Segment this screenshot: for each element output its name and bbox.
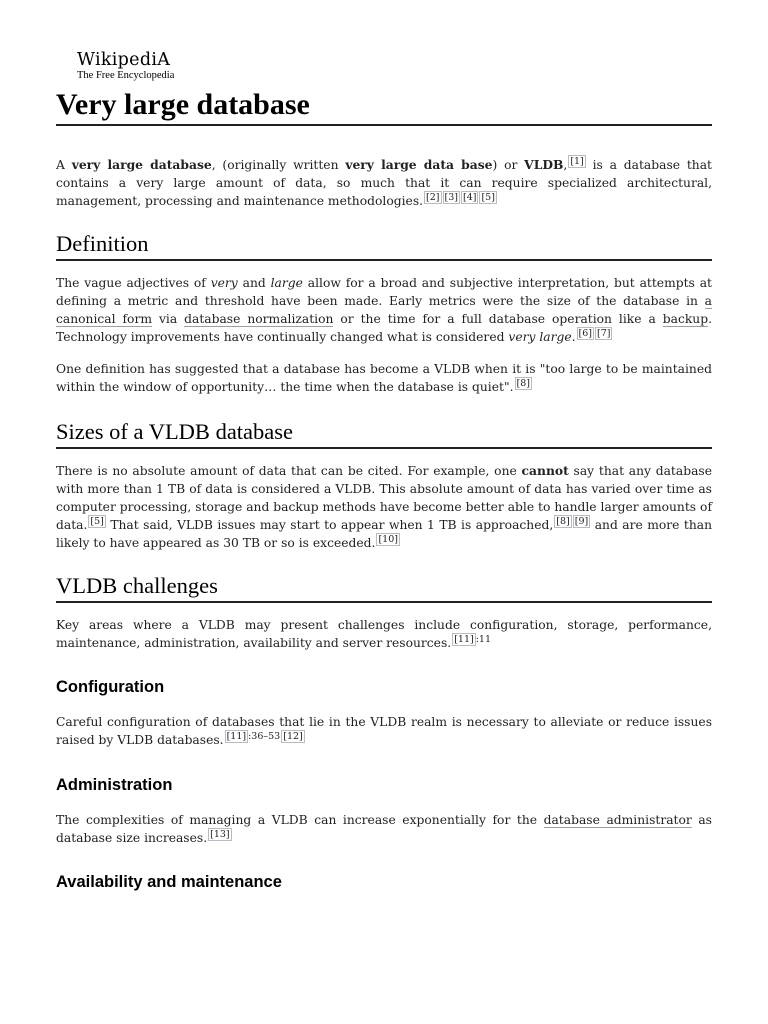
challenges-paragraph: Key areas where a VLDB may present challenges include configuration, storage, performance, maintenance, administration, availability and server resources. [11] $^{:11}$ [56,618,712,650]
logo-wordmark: WikipediA [77,50,171,70]
administration-paragraph: The complexities of managing a VLDB can increase exponentially for the database administrator as database size increases. [13] [56,813,712,845]
link-database-administrator[interactable]: database administrator [543,813,692,827]
citation-link[interactable]: [5] [481,192,495,203]
subsection-heading-configuration: Configuration [56,678,165,696]
citation-page: :36–53 [248,731,281,742]
link-canonical-form[interactable]: a canonical form [56,294,712,326]
definition-paragraph-1: The vague adjectives of very and large allow for a broad and subjective interpretation, but attempts at defining a metric and threshold have been made. Early metrics were the size of the database in a canonical form via database normalization or the time for a full database operation like a backup. Technology improvements have continually changed what is considered very large. [6] [7] [56,276,713,344]
citation-link[interactable]: [8] [556,516,570,527]
definition-paragraph-2: One definition has suggested that a database has become a VLDB when it is "too large to be maintained within the window of opportunity… the time when the database is quiet". [8] [56,362,712,394]
section-heading-definition: Definition [56,230,712,261]
citation-link[interactable]: [11] [454,634,474,645]
citation-link[interactable]: [5] [90,516,104,527]
article [56,50,712,893]
citation-page: :11 [475,634,491,645]
intro-paragraph: A very large database, (originally written very large data base) or VLDB, [1] is a database that contains a very large amount of data, so much that it can require specialized architectural, management, processing and maintenance methodologies. [2] [3] [4] [5] [56,156,712,208]
citation-link[interactable]: [6] [578,328,593,339]
wikipedia-logo[interactable] [77,50,712,88]
citation-link[interactable]: [7] [597,328,611,339]
subsection-heading-availability: Availability and maintenance [56,873,282,891]
citation-link[interactable]: [4] [462,192,477,203]
page-title: Very large database [56,88,712,126]
link-backup[interactable]: backup [662,312,709,326]
citation-link[interactable]: [1] [570,156,584,167]
section-heading-challenges: VLDB challenges [56,572,712,603]
section-heading-sizes: Sizes of a VLDB database [56,418,712,449]
citation-link[interactable]: [13] [210,829,230,840]
citation-link[interactable]: [10] [378,534,398,545]
subsection-heading-administration: Administration [56,776,173,794]
citation-link[interactable]: [8] [516,378,530,389]
sizes-paragraph: There is no absolute amount of data that can be cited. For example, one cannot say that any database with more than 1 TB of data is considered a VLDB. This absolute amount of data has varied over time as computer processing, storage and backup methods have become better able to handle larger amounts of data. [5] That said, VLDB issues may start to appear when 1 TB is approached, [8] [9] and are more than likely to have appeared as 30 TB or so is exceeded. [10] [56,463,712,550]
logo-tagline: The Free Encyclopedia [77,70,175,81]
link-database-normalization[interactable]: database normalization [184,312,334,326]
citation-link[interactable]: [2] [426,192,440,203]
citation-link[interactable]: [9] [574,516,589,527]
configuration-paragraph: Careful configuration of databases that lie in the VLDB realm is necessary to alleviate or reduce issues raised by VLDB databases. [11] $^{:36-53}$ [12] [56,715,712,747]
citation-link[interactable]: [3] [444,192,458,203]
citation-link[interactable]: [12] [283,731,303,742]
citation-link[interactable]: [11] [226,731,247,742]
